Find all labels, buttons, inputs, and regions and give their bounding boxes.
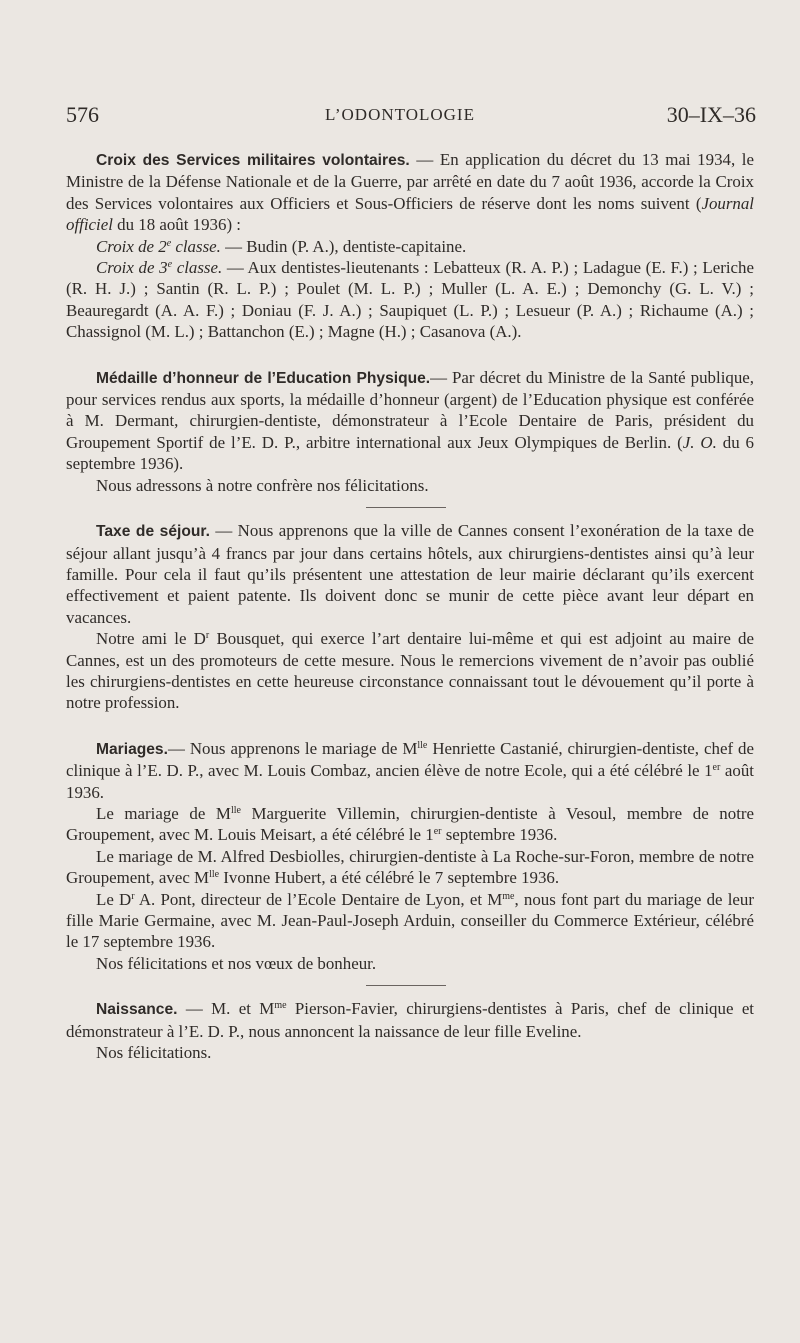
section-divider: [66, 496, 754, 520]
medaille-congrats: Nous adressons à notre confrère nos félicitations.: [96, 475, 429, 495]
naissance-congrats: Nos félicitations.: [96, 1043, 212, 1063]
medaille-text: — Par décret du Ministre de la Santé publique, pour services rendus aux sports, la médaille d’honneur (argent) de l’Education physique est conférée à M. Dermant, chirurgien-dentiste, démonstrateur à l’Ecole Dentaire de Paris, président du Groupement Sportif de l’E. D. P., arbitre international aux Jeux Olympiques de Berlin. (: [66, 367, 754, 452]
section-gap: [66, 714, 754, 738]
class-2-label: Croix de 2e classe.: [96, 236, 221, 256]
mariages-congrats: Nos félicitations et nos vœux de bonheur.: [96, 953, 377, 973]
mariages-paragraph-4: Le $D^r$ A. Pont, directeur de l’Ecole Dentaire de Lyon, et $M^{me}$, nous font part du mariage de leur fille Marie Germaine, avec M. Jean-Paul-Joseph Arduin, conseiller du Commerce Extérieur, célébré le 17 septembre 1936.: [66, 889, 754, 952]
naissance-paragraph: Naissance. — M. et $M^{me}$ Pierson-Favier, chirurgiens-dentistes à Paris, chef de clinique et démonstrateur à l’E. D. P., nous annoncent la naissance de leur fille Eveline.: [66, 999, 755, 1041]
medaille-text-end: du 6 septembre 1936).: [66, 432, 755, 474]
issue-date: 30–IX–36: [666, 102, 756, 127]
page-number: 576: [66, 102, 99, 127]
section-gap: [66, 343, 754, 367]
mariages-heading: Mariages.: [96, 740, 168, 758]
croix-class-2: [66, 236, 754, 257]
article-body: [66, 149, 754, 1063]
jo-reference: J. O.: [682, 432, 717, 452]
medaille-heading: Médaille d’honneur de l’Education Physique.: [96, 369, 431, 387]
naissance-heading: Naissance.: [96, 1001, 178, 1019]
taxe-paragraph-2: Notre ami le $D^r$ Bousquet, qui exerce l’art dentaire lui-même et qui est adjoint au maire de Cannes, est un des promoteurs de cette mesure. Nous le remercions vivement de n’avoir pas oublié les chirurgiens-dentistes en cette heureuse circonstance connaissant tout le dévouement qu’il porte à notre profession.: [66, 629, 754, 713]
medaille-paragraph: [66, 367, 754, 475]
taxe-heading: Taxe de séjour.: [96, 523, 210, 541]
mariages-paragraph-2: Le mariage de $M^{lle}$ Marguerite Villemin, chirurgien-dentiste à Vesoul, membre de notre Groupement, avec M. Louis Meisart, a été célébré le 1er septembre 1936.: [66, 803, 755, 845]
croix-heading: Croix des Services militaires volontaires.: [96, 152, 410, 169]
running-head: [0, 102, 800, 132]
class-2-text: — Budin (P. A.), dentiste-capitaine.: [220, 236, 467, 256]
croix-paragraph: [66, 149, 754, 236]
mariages-paragraph-3: Le mariage de M. Alfred Desbiolles, chirurgien-dentiste à La Roche-sur-Foron, membre de notre Groupement, avec $M^{lle}$ Ivonne Hubert, a été célébré le 7 septembre 1936.: [66, 846, 754, 888]
section-divider: [66, 974, 754, 998]
taxe-text: — Nous apprenons que la ville de Cannes consent l’exonération de la taxe de séjour allant jusqu’à 4 francs par jour dans certains hôtels, aux chirurgiens-dentistes ainsi qu’à leur famille. Pour cela il faut qu’ils présentent une attestation de leur mairie déclarant qu’ils exercent effectivement et paient patente. Ils doivent donc se munir de cette pièce avant leur départ en vacances.: [66, 521, 754, 627]
journal-reference: Journal officiel: [66, 193, 754, 235]
journal-title: L’ODONTOLOGIE: [325, 105, 475, 124]
croix-text: — En application du décret du 13 mai 1934, le Ministre de la Défense Nationale et de la Guerre, par arrêté en date du 7 août 1936, accorde la Croix des Services volontaires aux Officiers et Sous-Officiers de réserve dont les noms suivent (: [66, 150, 754, 213]
croix-text-end: du 18 août 1936) :: [112, 215, 241, 235]
taxe-paragraph: [66, 520, 754, 628]
mariages-paragraph-1: Mariages.— Nous apprenons le mariage de $M^{lle}$ Henriette Castanié, chirurgien-dentiste, chef de clinique à l’E. D. P., avec M. Louis Combaz, ancien élève de notre Ecole, qui a été célébré le 1er août 1936.: [66, 738, 755, 802]
class-3-text: — Aux dentistes-lieutenants : Lebatteux (R. A. P.) ; Ladague (E. F.) ; Leriche (R. H. J.) ; Santin (R. L. P.) ; Poulet (M. L. P.) ; Muller (L. A. E.) ; Demonchy (G. L. V.) ; Beauregardt (A. A. F.) ; Doniau (F. J. A.) ; Saupiquet (L. P.) ; Lesueur (P. A.) ; Richaume (A.) ; Chassignol (M. L.) ; Battanchon (E.) ; Magne (H.) ; Casanova (A.).: [66, 258, 754, 342]
croix-class-3: [66, 257, 754, 343]
class-3-label: Croix de 3e classe.: [96, 258, 223, 278]
